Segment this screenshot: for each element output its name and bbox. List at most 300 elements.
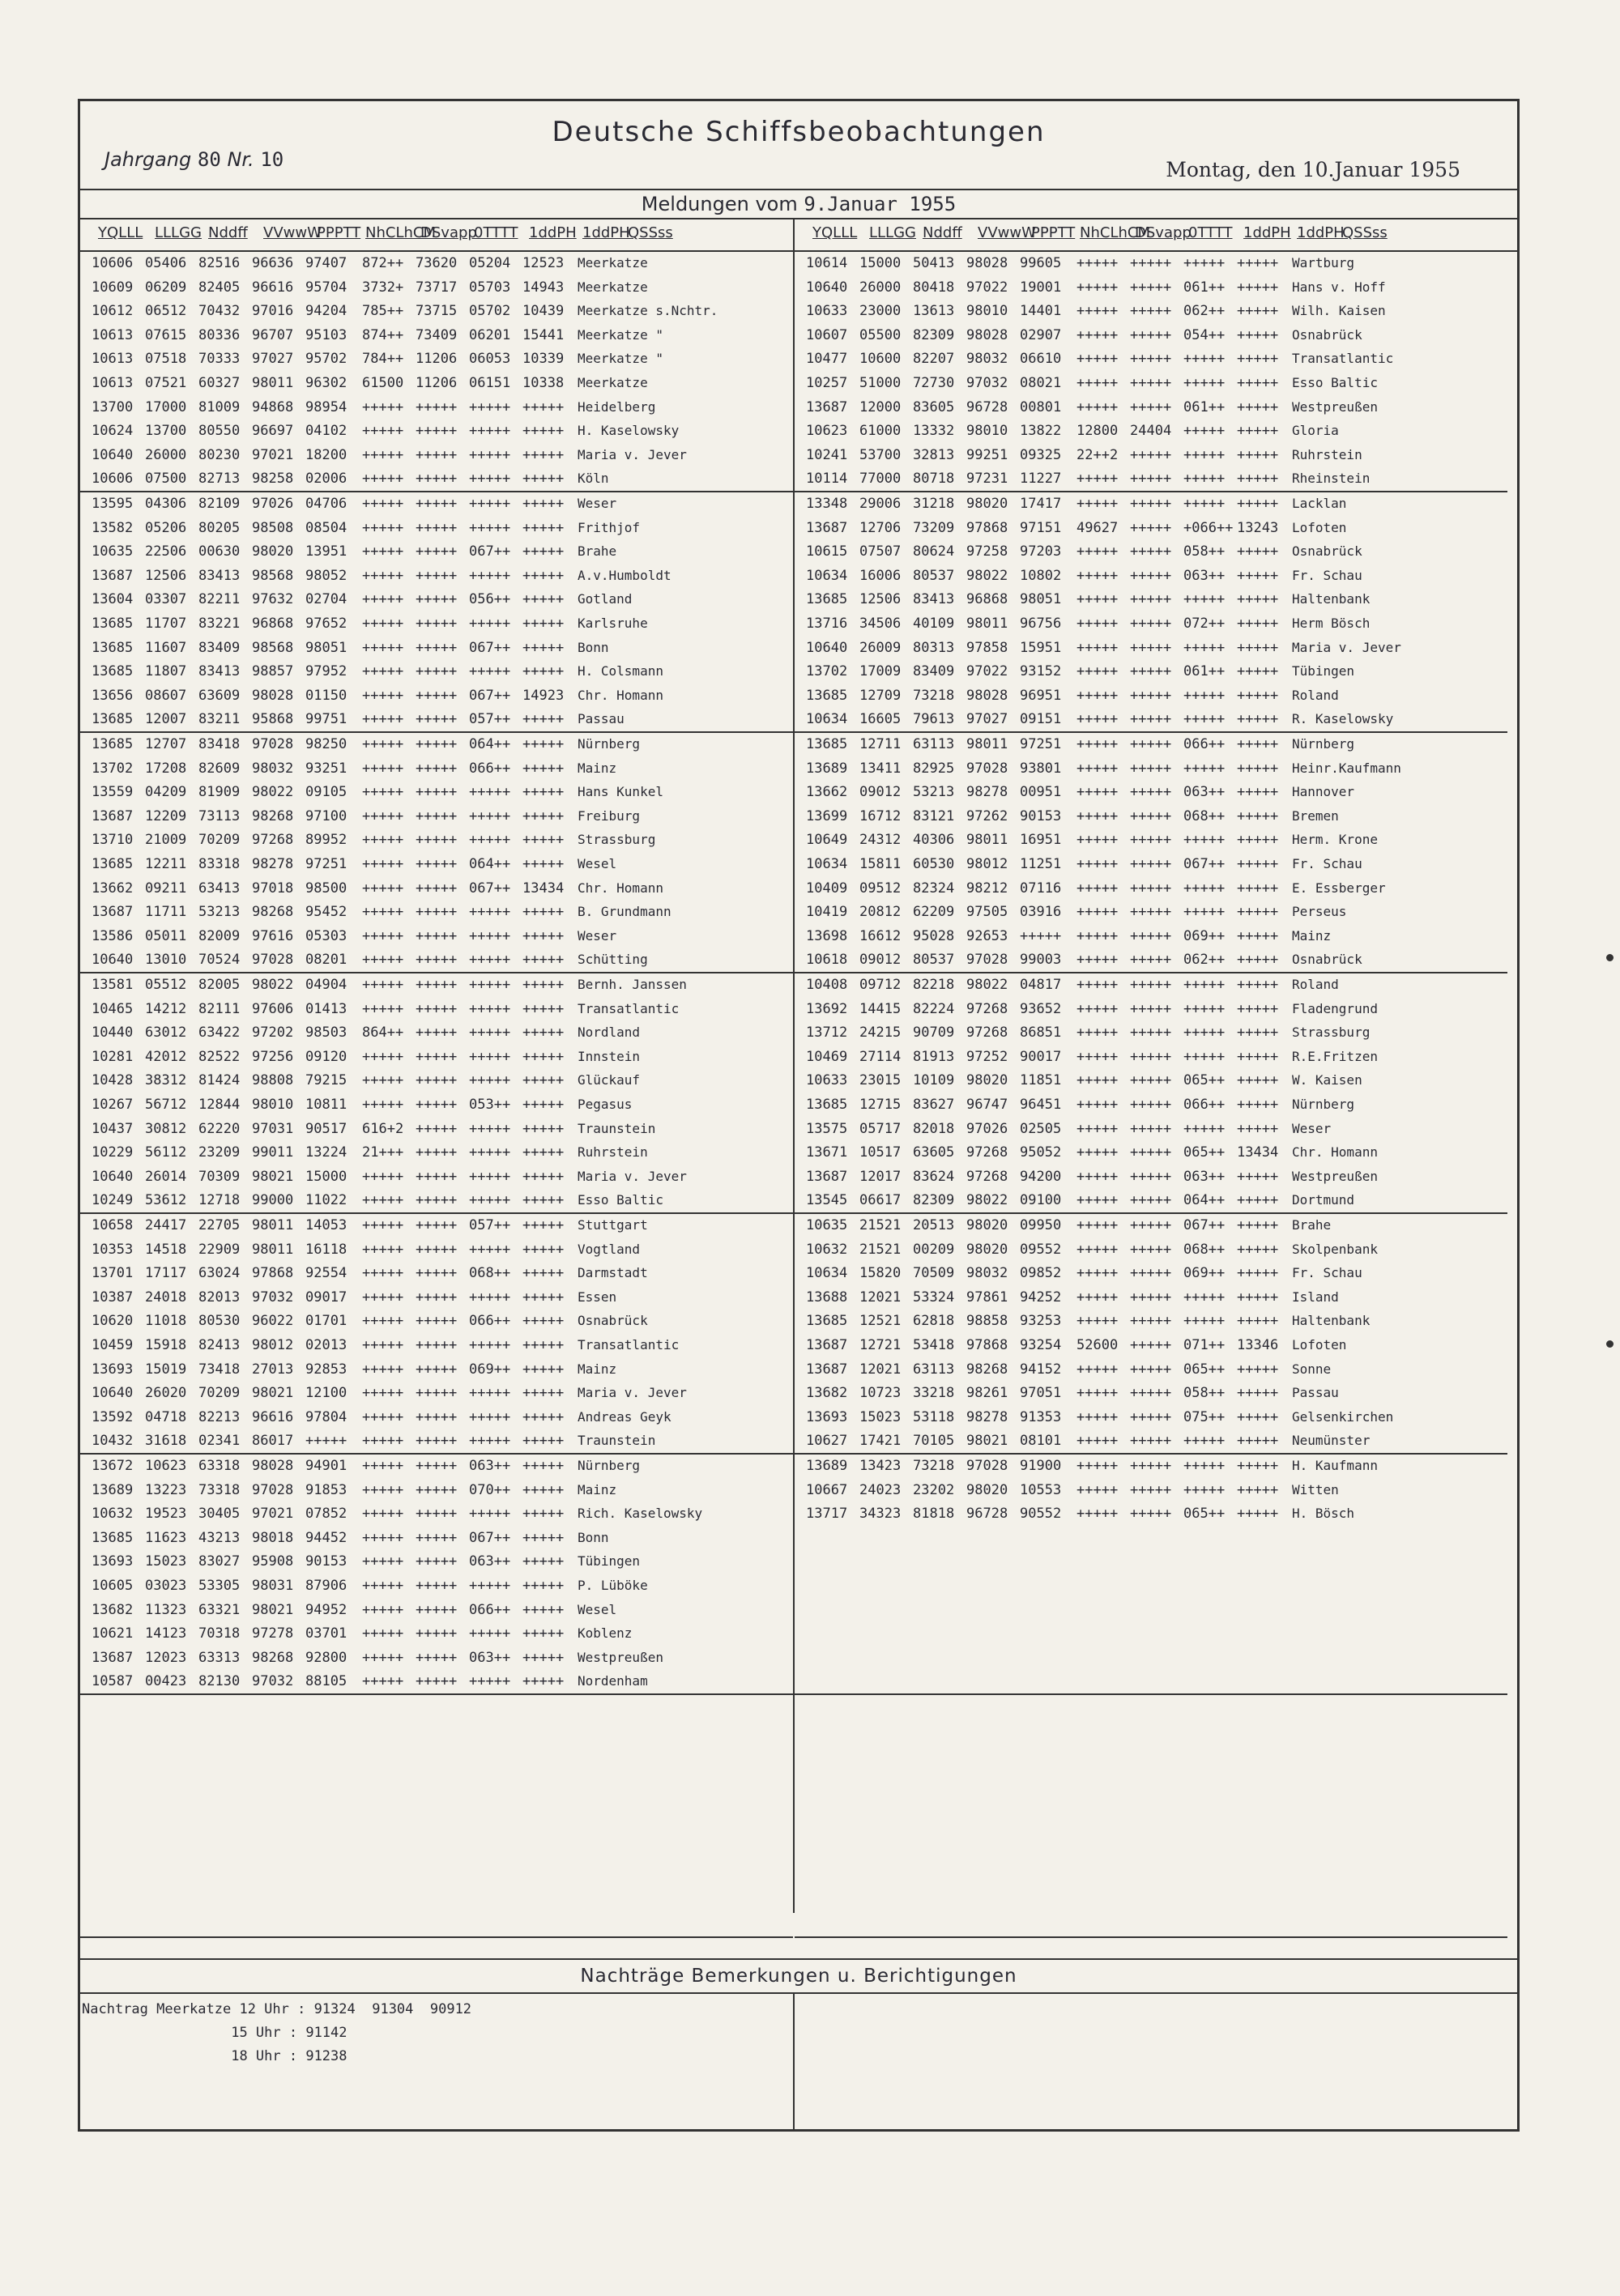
observation-group: 13951 [305,543,347,560]
report-block [795,973,1507,1214]
observation-group: 83318 [198,855,241,872]
observation-group: 30405 [198,1506,241,1523]
observation-group: 98020 [966,1241,1008,1258]
observation-group: +++++ [522,1265,565,1282]
observation-group: 10614 [806,255,848,271]
observation-group: +++++ [1076,255,1119,271]
table-row [795,1429,1507,1454]
table-row [795,372,1507,396]
observation-group: +++++ [1076,398,1119,415]
observation-group: 17417 [1020,496,1062,512]
observation-group: 00951 [1020,784,1062,801]
observation-group: +++++ [1076,784,1119,801]
observation-group: +++++ [1237,303,1279,320]
observation-group: 16605 [859,711,902,728]
ship-name: Mainz [578,1361,617,1377]
observation-group: 061++ [1183,279,1226,296]
observation-group: 82005 [198,977,241,993]
observation-group: +++++ [469,1120,511,1137]
observation-group: 21009 [145,832,187,849]
observation-group: 90709 [913,1024,955,1042]
observation-group: +++++ [1076,1408,1119,1425]
observation-group: +++++ [522,1361,565,1378]
observation-group: +++++ [1130,639,1172,656]
observation-group: 13693 [92,1553,134,1570]
observation-group: 13685 [92,736,134,752]
observation-group: 04306 [145,496,187,512]
observation-group: +++++ [1130,398,1172,415]
observation-group: 91853 [305,1481,347,1498]
observation-group: 13682 [806,1385,848,1402]
observation-group: +++++ [1183,471,1226,488]
observation-group: +++++ [522,977,565,993]
observation-group: 63113 [913,736,955,752]
observation-group: 874++ [362,326,404,343]
observation-group: 066++ [1183,736,1226,752]
observation-group: 61500 [362,374,404,391]
observation-group: 97606 [252,1000,294,1017]
observation-group: +++++ [469,1336,511,1353]
observation-group: 10607 [806,326,848,343]
observation-group: 98261 [966,1385,1008,1402]
observation-group: +++++ [362,663,404,680]
observation-group: 13702 [806,663,848,680]
observation-group: +++++ [1237,736,1279,752]
left-column [80,252,793,1938]
table-row [795,1046,1507,1070]
table-row [795,1479,1507,1503]
observation-group: 62220 [198,1120,241,1137]
observation-group: 062++ [1183,303,1226,320]
observation-group: 15023 [859,1408,902,1425]
observation-group: 067++ [469,880,511,897]
observation-group: 13702 [92,760,134,777]
table-row [795,1334,1507,1358]
table-row [80,1214,793,1238]
observation-group: 94868 [252,398,294,415]
table-row [80,420,793,444]
observation-group: +++++ [522,1168,565,1185]
observation-group: 96302 [305,374,347,391]
vom-label: vom [755,193,798,215]
observation-group: +++++ [1130,736,1172,752]
observation-group: 10459 [92,1336,134,1353]
column-header: PPPTT [317,224,361,241]
observation-group: +++++ [1183,832,1226,849]
observation-group: 33218 [913,1385,955,1402]
observation-group: +++++ [362,567,404,584]
observation-group: 99251 [966,446,1008,463]
empty-block [80,1695,793,1938]
observation-group: 16118 [305,1241,347,1258]
observation-group: 26000 [145,446,187,463]
observation-group: 22506 [145,543,187,560]
observation-group: 82218 [913,977,955,993]
observation-group: +++++ [362,736,404,752]
observation-group: 08101 [1020,1433,1062,1450]
observation-group: 06209 [145,279,187,296]
observation-group: 12711 [859,736,902,752]
observation-group: 82207 [913,351,955,368]
observation-group: 3732+ [362,279,404,296]
observation-group: +++++ [416,711,458,728]
observation-group: +++++ [362,977,404,993]
observation-group: +++++ [522,1385,565,1402]
observation-group: 12211 [145,855,187,872]
observation-group: 10517 [859,1144,902,1161]
ship-name: W. Kaisen [1292,1072,1362,1088]
observation-group: +++++ [1076,1506,1119,1523]
observation-group: 97028 [252,1481,294,1498]
observation-group: +++++ [522,711,565,728]
observation-group: 069++ [469,1361,511,1378]
observation-group: 13662 [92,880,134,897]
observation-group: +++++ [522,1433,565,1450]
observation-group: 98020 [966,496,1008,512]
observation-group: 53213 [198,904,241,921]
observation-group: 12021 [859,1361,902,1378]
observation-group: 63318 [198,1458,241,1474]
observation-group: 62209 [913,904,955,921]
observation-group: 95704 [305,279,347,296]
observation-group: 82309 [913,1192,955,1209]
observation-group: 94200 [1020,1168,1062,1185]
observation-group: 97032 [252,1289,294,1306]
observation-group: 15951 [1020,639,1062,656]
observation-group: 06201 [469,326,511,343]
observation-group: +++++ [1076,880,1119,897]
observation-group: +++++ [522,446,565,463]
table-row [80,1358,793,1382]
table-row [795,420,1507,444]
table-row [80,998,793,1022]
observation-group: +++++ [362,1481,404,1498]
observation-group: 10635 [92,543,134,560]
column-header: 1ddPH [1297,224,1345,241]
observation-group: +++++ [1183,904,1226,921]
observation-group: 064++ [469,855,511,872]
observation-group: 17421 [859,1433,902,1450]
observation-group: +++++ [362,1408,404,1425]
observation-group: 05702 [469,303,511,320]
observation-group: +++++ [469,423,511,440]
observation-group: 12523 [522,255,565,271]
ship-name: Brahe [578,543,617,560]
observation-group: 13559 [92,784,134,801]
observation-group: +++++ [1130,1385,1172,1402]
observation-group: 81424 [198,1072,241,1089]
nr-label: Nr. [227,148,254,171]
observation-group: 60327 [198,374,241,391]
observation-group: 80336 [198,326,241,343]
jahrgang-label: Jahrgang [104,148,192,171]
table-row [80,805,793,829]
observation-group: +++++ [362,1217,404,1233]
ship-name: Heidelberg [578,398,656,415]
ship-name: Gloria [1292,423,1339,439]
observation-group: 11227 [1020,471,1062,488]
observation-group: +++++ [362,1241,404,1258]
ship-name: Haltenbank [1292,1313,1371,1329]
observation-group: +++++ [362,1072,404,1089]
table-row [795,853,1507,877]
observation-group: +++++ [1076,1144,1119,1161]
table-row [795,1382,1507,1406]
table-row [795,492,1507,517]
ship-name: H. Kaselowsky [578,423,680,439]
observation-group: +++++ [1237,1072,1279,1089]
observation-group: 067++ [469,639,511,656]
observation-group: 73209 [913,519,955,536]
observation-group: +++++ [1076,591,1119,608]
table-row [795,444,1507,468]
table-row [80,1599,793,1623]
nachtraege-heading: Nachträge Bemerkungen u. Berichtigungen [80,1958,1517,1994]
observation-group: 77000 [859,471,902,488]
observation-group: +++++ [469,1625,511,1642]
observation-group: 27013 [252,1361,294,1378]
observation-group: 11711 [145,904,187,921]
observation-group: 97022 [966,663,1008,680]
observation-group: +++++ [522,663,565,680]
observation-group: +++++ [469,1577,511,1594]
observation-group: +++++ [1237,1289,1279,1306]
observation-group: +++++ [1076,326,1119,343]
observation-group: +++++ [522,1192,565,1209]
ship-name: A.v.Humboldt [578,567,671,583]
ship-name: Nordland [578,1024,641,1041]
observation-group: 82211 [198,591,241,608]
observation-group: 80718 [913,471,955,488]
observation-group: +++++ [416,1433,458,1450]
observation-group: 60530 [913,855,955,872]
table-row [80,1574,793,1599]
table-row [795,540,1507,564]
table-row [80,372,793,396]
observation-group: +++++ [1237,567,1279,584]
ship-name: Wesel [578,1601,617,1617]
observation-group: +++++ [1130,1168,1172,1185]
observation-group: +++++ [416,687,458,704]
table-row [795,1189,1507,1213]
observation-group: 13332 [913,423,955,440]
observation-group: +++++ [362,711,404,728]
observation-group: 98011 [966,736,1008,752]
observation-group: 10615 [806,543,848,560]
column-header: VVwwW [978,224,1036,241]
observation-group: 94252 [1020,1289,1062,1306]
observation-group: +++++ [1237,1120,1279,1137]
observation-group: +++++ [522,1625,565,1642]
observation-group: +++++ [416,1313,458,1330]
observation-group: +++++ [1130,1361,1172,1378]
observation-group: +++++ [362,1506,404,1523]
observation-group: 31218 [913,496,955,512]
observation-group: 70309 [198,1168,241,1185]
observation-group: +++++ [416,1673,458,1690]
observation-group: 38312 [145,1072,187,1089]
observation-group: 31618 [145,1433,187,1450]
observation-group: +++++ [522,423,565,440]
observation-group: +++++ [1237,1313,1279,1330]
observation-group: 96951 [1020,687,1062,704]
ship-name: Maria v. Jever [578,1385,687,1401]
observation-group: 10632 [92,1506,134,1523]
observation-group: 14123 [145,1625,187,1642]
observation-group: +++++ [522,519,565,536]
observation-group: +++++ [1130,1144,1172,1161]
observation-group: 03307 [145,591,187,608]
observation-group: 96697 [252,423,294,440]
observation-group: 11707 [145,615,187,632]
observation-group: 07615 [145,326,187,343]
ship-name: Chr. Homann [1292,1144,1378,1161]
observation-group: 98031 [252,1577,294,1594]
observation-group: 08504 [305,519,347,536]
observation-group: 13656 [92,687,134,704]
observation-group: 98858 [966,1313,1008,1330]
observation-group: 07521 [145,374,187,391]
observation-group: 61000 [859,423,902,440]
table-row [80,1382,793,1406]
observation-group: +++++ [1076,543,1119,560]
observation-group: 12521 [859,1313,902,1330]
observation-group: 82109 [198,496,241,512]
table-row [80,1479,793,1503]
observation-group: 15023 [145,1553,187,1570]
observation-group: +++++ [1076,1192,1119,1209]
observation-group: 98051 [305,639,347,656]
observation-group: 10249 [92,1192,134,1209]
observation-group: 97268 [966,1144,1008,1161]
observation-group: 97151 [1020,519,1062,536]
observation-group: 12844 [198,1096,241,1113]
observation-group: 80537 [913,567,955,584]
observation-group: 99751 [305,711,347,728]
observation-group: 98268 [252,807,294,824]
observation-group: 97028 [966,760,1008,777]
observation-group: +++++ [416,952,458,969]
observation-group: 06617 [859,1192,902,1209]
observation-group: 97278 [252,1625,294,1642]
observation-group: 82130 [198,1673,241,1690]
observation-group: +++++ [1237,1096,1279,1113]
observation-group: +++++ [522,398,565,415]
observation-group: 064++ [469,736,511,752]
observation-group: 07518 [145,351,187,368]
observation-group: 13434 [522,880,565,897]
report-block [795,252,1507,492]
observation-group: 97505 [966,904,1008,921]
ship-name: Andreas Geyk [578,1408,671,1425]
observation-group: 96756 [1020,615,1062,632]
observation-group: 83413 [198,567,241,584]
observation-group: 067++ [469,687,511,704]
observation-group: +++++ [522,1241,565,1258]
observation-group: 80230 [198,446,241,463]
table-row [80,708,793,732]
ship-name: B. Grundmann [578,904,671,920]
observation-group: 10439 [522,303,565,320]
observation-group: 13687 [806,1336,848,1353]
observation-group: +++++ [469,1408,511,1425]
observation-group: 97026 [252,496,294,512]
observation-group: 83211 [198,711,241,728]
table-row [795,467,1507,492]
ship-name: Gelsenkirchen [1292,1408,1394,1425]
observation-group: +066++ [1183,519,1234,536]
observation-group: 066++ [469,760,511,777]
observation-group: 075++ [1183,1408,1226,1425]
observation-group: 98020 [966,1217,1008,1233]
observation-group: +++++ [469,904,511,921]
observation-group: 97032 [966,374,1008,391]
ship-name: Perseus [1292,904,1347,920]
observation-group: +++++ [1237,760,1279,777]
observation-group: 12706 [859,519,902,536]
observation-group: 056++ [469,591,511,608]
table-row [795,1455,1507,1479]
observation-group: 09325 [1020,446,1062,463]
observation-group: 12021 [859,1289,902,1306]
observation-group: 10640 [92,1168,134,1185]
observation-group: +++++ [1130,519,1172,536]
observation-group: 17117 [145,1265,187,1282]
observation-group: +++++ [416,471,458,488]
observation-group: +++++ [522,1000,565,1017]
observation-group: 99003 [1020,952,1062,969]
observation-group: 10613 [92,326,134,343]
column-header: NhCLhCM [365,224,436,241]
observation-group: 70432 [198,303,241,320]
observation-group: 97258 [966,543,1008,560]
observation-group: +++++ [1237,1481,1279,1498]
observation-group: +++++ [1130,880,1172,897]
table-row [795,781,1507,805]
observation-group: +++++ [1130,1000,1172,1017]
observation-group: +++++ [522,1120,565,1137]
observation-group: 53324 [913,1289,955,1306]
observation-group: 98568 [252,639,294,656]
observation-group: +++++ [469,471,511,488]
table-row [80,540,793,564]
ship-name: Stuttgart [578,1217,648,1233]
observation-group: 065++ [1183,1361,1226,1378]
ship-name: Schütting [578,952,648,968]
observation-group: 10437 [92,1120,134,1137]
table-row [80,1118,793,1142]
observation-group: +++++ [416,543,458,560]
ship-name: Fr. Schau [1292,567,1362,583]
observation-group: 98051 [1020,591,1062,608]
observation-group: 97868 [966,1336,1008,1353]
observation-group: 16612 [859,927,902,944]
observation-group: 05406 [145,255,187,271]
report-block [80,1455,793,1695]
observation-group: 13685 [92,663,134,680]
observation-group: 63024 [198,1265,241,1282]
observation-group: 83627 [913,1096,955,1113]
observation-group: 98021 [252,1168,294,1185]
observation-group: 13712 [806,1024,848,1042]
observation-group: +++++ [1237,784,1279,801]
observation-group: 15441 [522,326,565,343]
observation-group: 11323 [145,1601,187,1618]
observation-group: 21521 [859,1241,902,1258]
observation-group: 05206 [145,519,187,536]
ship-name: Meerkatze [578,374,648,390]
observation-group: +++++ [1237,711,1279,728]
